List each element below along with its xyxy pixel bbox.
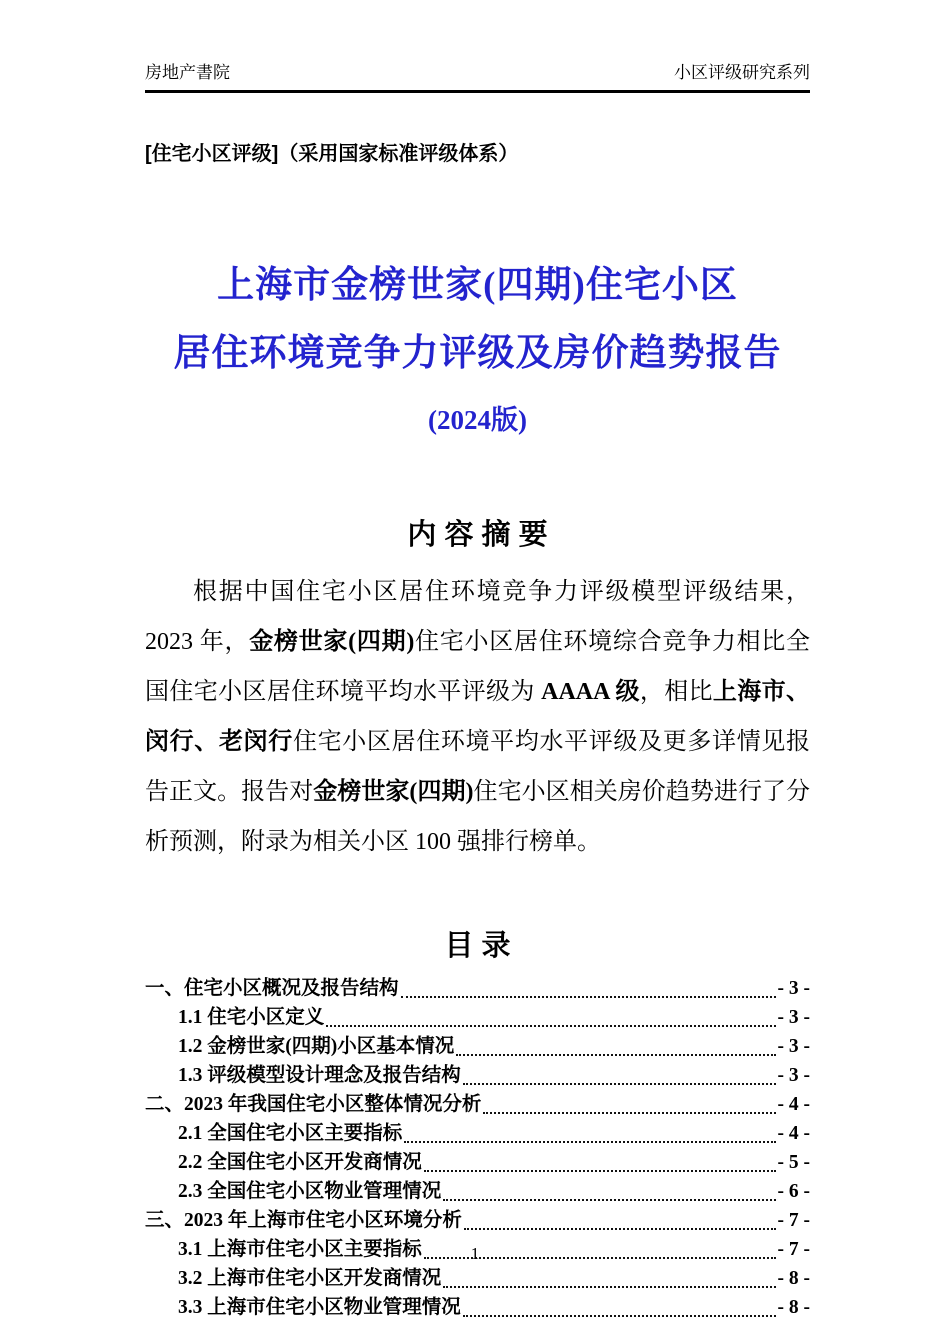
summary-heading: 内 容 摘 要 xyxy=(407,519,548,551)
toc-list xyxy=(145,974,810,1322)
toc-entry-label: 2.2 全国住宅小区开发商情况 xyxy=(178,1152,422,1173)
toc-leader-dots xyxy=(443,1199,775,1201)
toc-leader-dots xyxy=(401,996,776,998)
toc-entry-page: - 8 - xyxy=(777,1268,810,1289)
toc-entry-page: - 3 - xyxy=(777,978,810,999)
toc-entry xyxy=(145,974,810,1003)
report-title-line2: 居住环境竞争力评级及房价趋势报告 xyxy=(173,333,782,374)
header-right-text: 小区评级研究系列 xyxy=(674,63,810,82)
page-header xyxy=(145,58,810,93)
toc-entry-label: 二、2023 年我国住宅小区整体情况分析 xyxy=(145,1094,482,1115)
toc-entry-label: 3.1 上海市住宅小区主要指标 xyxy=(178,1239,422,1260)
toc-entry-page: - 4 - xyxy=(777,1094,810,1115)
toc-leader-dots xyxy=(483,1112,775,1114)
toc-entry xyxy=(145,1119,810,1148)
toc-leader-dots xyxy=(443,1286,775,1288)
report-title xyxy=(145,252,810,452)
toc-entry-label: 2.3 全国住宅小区物业管理情况 xyxy=(178,1181,442,1202)
toc-leader-dots xyxy=(326,1025,775,1027)
toc-entry-label: 三、2023 年上海市住宅小区环境分析 xyxy=(145,1210,462,1231)
page-number: 1 xyxy=(470,1244,480,1263)
toc-entry xyxy=(145,1206,810,1235)
toc-leader-dots xyxy=(464,1228,776,1230)
toc-entry xyxy=(145,1264,810,1293)
toc-entry-page: - 7 - xyxy=(777,1210,810,1231)
summary-text-segment: 金榜世家(四期) xyxy=(313,779,474,805)
toc-heading: 目 录 xyxy=(444,930,511,962)
category-label: [住宅小区评级]（采用国家标准评级体系） xyxy=(145,143,519,165)
summary-paragraph xyxy=(145,567,810,867)
toc-entry xyxy=(145,1293,810,1322)
summary-text-segment: 住宅小区相关房价趋势进行了分析预测，附录为相关小区 100 强排行榜单。 xyxy=(145,779,811,855)
toc-entry-page: - 4 - xyxy=(777,1123,810,1144)
summary-text-segment: 根据中国住宅小区居住环境竞争力评级模型评级结果，2023 年， xyxy=(145,579,810,655)
toc-entry xyxy=(145,1090,810,1119)
toc-entry xyxy=(145,1032,810,1061)
summary-text-segment: 金榜世家(四期) xyxy=(249,629,415,655)
summary-text-segment: 住宅小区居住环境综合竞争力相比全国住宅小区居住环境平均水平评级为 xyxy=(145,629,811,705)
toc-leader-dots xyxy=(463,1083,776,1085)
report-title-edition: (2024版) xyxy=(428,405,527,435)
toc-entry xyxy=(145,1148,810,1177)
toc-entry-label: 3.3 上海市住宅小区物业管理情况 xyxy=(178,1297,461,1318)
toc-entry xyxy=(145,1003,810,1032)
toc-entry-page: - 3 - xyxy=(777,1007,810,1028)
toc-entry-label: 一、住宅小区概况及报告结构 xyxy=(145,978,399,999)
summary-text-segment: 住宅小区居住环境平均水平评级及更多详情见报告正文。报告对 xyxy=(145,729,811,805)
summary-text-segment: 上海市、闵行、老闵行 xyxy=(145,679,810,755)
toc-entry-label: 1.3 评级模型设计理念及报告结构 xyxy=(178,1065,461,1086)
toc-entry-page: - 3 - xyxy=(777,1065,810,1086)
toc-leader-dots xyxy=(456,1054,775,1056)
toc-leader-dots xyxy=(404,1141,775,1143)
header-left-text: 房地产書院 xyxy=(145,63,230,82)
toc-entry-page: - 5 - xyxy=(777,1152,810,1173)
toc-entry-label: 3.2 上海市住宅小区开发商情况 xyxy=(178,1268,442,1289)
summary-text-segment: ，相比 xyxy=(639,679,713,705)
summary-text-segment: AAAA 级 xyxy=(541,679,640,705)
toc-entry-page: - 6 - xyxy=(777,1181,810,1202)
toc-entry xyxy=(145,1061,810,1090)
toc-entry-page: - 7 - xyxy=(777,1239,810,1260)
toc-entry xyxy=(145,1177,810,1206)
toc-leader-dots xyxy=(424,1170,776,1172)
toc-entry-page: - 8 - xyxy=(777,1297,810,1318)
toc-entry-label: 1.2 金榜世家(四期)小区基本情况 xyxy=(178,1036,455,1057)
toc-leader-dots xyxy=(463,1315,776,1317)
toc-entry-label: 1.1 住宅小区定义 xyxy=(178,1007,325,1028)
report-title-line1: 上海市金榜世家(四期)住宅小区 xyxy=(217,265,738,306)
toc-entry-label: 2.1 全国住宅小区主要指标 xyxy=(178,1123,403,1144)
toc-entry-page: - 3 - xyxy=(777,1036,810,1057)
